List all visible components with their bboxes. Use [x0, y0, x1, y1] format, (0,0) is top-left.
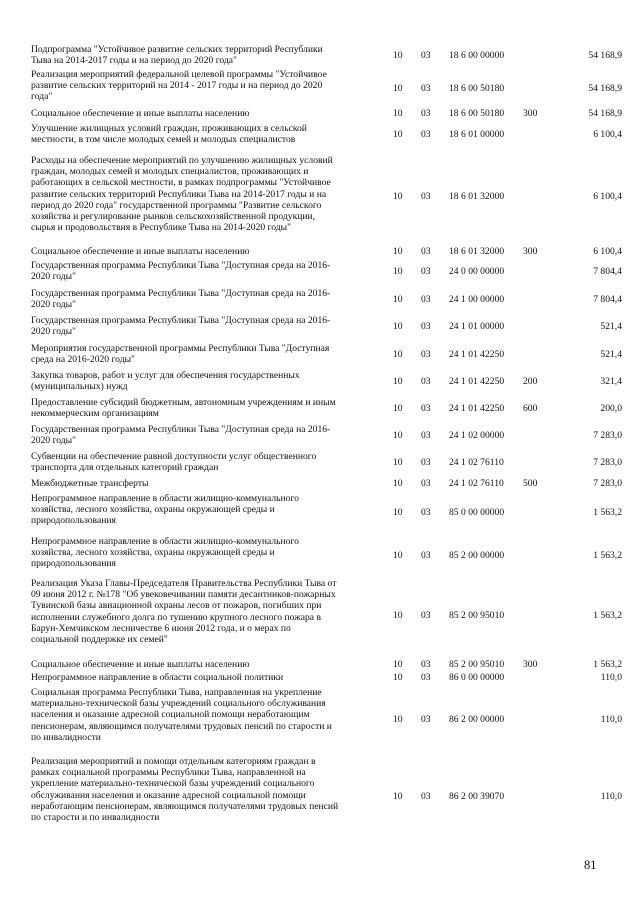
section-code: 10 — [393, 376, 403, 387]
row-description: Непрограммное направление в области жилищно-коммунального хозяйства, лесного хозяйства, охраны окружающей среды и природопользования — [31, 493, 299, 527]
amount: 521,4 — [600, 349, 622, 360]
subsection-code: 03 — [421, 672, 431, 683]
amount: 1 563,2 — [593, 507, 622, 518]
row-description: Непрограммное направление в области жилищно-коммунального хозяйства, лесного хозяйства, охраны окружающей среды и природопользования — [31, 536, 299, 570]
target-article-code: 24 1 02 76110 — [449, 457, 504, 468]
subsection-code: 03 — [421, 610, 431, 621]
target-article-code: 18 6 00 50180 — [449, 108, 505, 119]
amount: 321,4 — [600, 376, 622, 387]
row-description: Непрограммное направление в области социальной политики — [31, 672, 284, 683]
row-description: Подпрограмма "Устойчивое развитие сельских территорий Республики Тыва на 2014-2017 годы и на период до 2020 года" — [31, 44, 323, 67]
amount: 521,4 — [600, 321, 622, 332]
section-code: 10 — [393, 349, 403, 360]
amount: 1 563,2 — [593, 610, 622, 621]
target-article-code: 24 1 01 00000 — [449, 321, 505, 332]
target-article-code: 24 1 00 00000 — [449, 294, 505, 305]
subsection-code: 03 — [421, 108, 431, 119]
subsection-code: 03 — [421, 714, 431, 725]
target-article-code: 24 1 01 42250 — [449, 403, 505, 414]
amount: 6 100,4 — [593, 246, 622, 257]
amount: 6 100,4 — [593, 191, 622, 202]
expense-type-code: 500 — [523, 478, 538, 489]
row-description: Мероприятия государственной программы Республики Тыва "Доступная среда на 2016-2020 годы" — [31, 343, 330, 366]
subsection-code: 03 — [421, 191, 431, 202]
section-code: 10 — [393, 550, 403, 561]
amount: 110,0 — [600, 714, 622, 725]
expense-type-code: 600 — [523, 403, 538, 414]
subsection-code: 03 — [421, 659, 431, 670]
subsection-code: 03 — [421, 457, 431, 468]
page-number: 81 — [584, 858, 597, 872]
subsection-code: 03 — [421, 129, 431, 140]
section-code: 10 — [393, 672, 403, 683]
row-description: Социальная программа Республики Тыва, направленная на укрепление материально-технической базы учреждений социального обслуживания населения и оказание адресной социальной помощи неработающим пенсионерам, являющимся получателями трудовых пенсий по старости и по инвалидности — [31, 687, 332, 743]
row-description: Реализация мероприятий федеральной целевой программы "Устойчивое развитие сельских территорий на 2014 - 2017 годы и на период до 2020 года" — [31, 69, 327, 103]
row-description: Государственная программа Республики Тыва "Доступная среда на 2016- 2020 годы" — [31, 424, 331, 447]
row-description: Социальное обеспечение и иные выплаты населению — [31, 108, 250, 119]
section-code: 10 — [393, 791, 403, 802]
row-description: Расходы на обеспечение мероприятий по улучшению жилищных условий граждан, молодых семей и молодых специалистов, проживающих и работающих в сельской местности, в рамках подпрограммы "Устойчивое развитие сельских территорий Республики Тыва на 2014-2017 годы и на период до 2020 года" государственной программы "Развитие сельского хозяйства и регулирование рынков сельскохозяйственной продукции, сырья и продовольствия в Республике Тыва на 2014-2020 годы" — [31, 155, 333, 234]
target-article-code: 24 1 01 42250 — [449, 349, 505, 360]
expense-type-code: 300 — [523, 659, 538, 670]
target-article-code: 24 0 00 00000 — [449, 266, 505, 277]
subsection-code: 03 — [421, 550, 431, 561]
expense-type-code: 200 — [523, 376, 538, 387]
target-article-code: 24 1 02 76110 — [449, 478, 504, 489]
subsection-code: 03 — [421, 376, 431, 387]
target-article-code: 86 2 00 39070 — [449, 791, 505, 802]
section-code: 10 — [393, 478, 403, 489]
section-code: 10 — [393, 294, 403, 305]
amount: 54 168,9 — [588, 83, 622, 94]
target-article-code: 85 2 00 95010 — [449, 659, 505, 670]
row-description: Государственная программа Республики Тыва "Доступная среда на 2016- 2020 годы" — [31, 315, 331, 338]
subsection-code: 03 — [421, 246, 431, 257]
target-article-code: 18 6 01 00000 — [449, 129, 505, 140]
target-article-code: 18 6 00 50180 — [449, 83, 505, 94]
target-article-code: 86 0 00 00000 — [449, 672, 505, 683]
target-article-code: 18 6 01 32000 — [449, 191, 505, 202]
row-description: Предоставление субсидий бюджетным, автономным учреждениям и иным некоммерческим организациям — [31, 397, 336, 420]
section-code: 10 — [393, 246, 403, 257]
target-article-code: 24 1 02 00000 — [449, 430, 505, 441]
target-article-code: 85 2 00 95010 — [449, 610, 505, 621]
target-article-code: 85 0 00 00000 — [449, 507, 505, 518]
amount: 54 168,9 — [588, 50, 622, 61]
row-description: Реализация Указа Главы-Председателя Правительства Республики Тыва от 09 июня 2012 г. №178 "Об увековечивании памяти десантников-пожарных Тувинской базы авиационной охраны лесов от пожаров, погибших при исполнении служебного долга по тушению крупного лесного пожара в Барун-Хемчикском лесничестве 6 июня 2012 года, и о мерах по социальной поддержке их семей" — [31, 578, 337, 646]
section-code: 10 — [393, 610, 403, 621]
subsection-code: 03 — [421, 266, 431, 277]
section-code: 10 — [393, 430, 403, 441]
row-description: Реализация мероприятий и помощи отдельным категориям граждан в рамках социальной программы Республики Тыва, направленной на укрепление материально-технической базы учреждений социального обслуживания населения и оказание адресной социальной помощи неработающим пенсионерам, являющимся получателями трудовых пенсий по старости и по инвалидности — [31, 756, 339, 824]
amount: 110,0 — [600, 791, 622, 802]
row-description: Межбюджетные трансферты — [31, 478, 149, 489]
amount: 110,0 — [600, 672, 622, 683]
subsection-code: 03 — [421, 478, 431, 489]
target-article-code: 85 2 00 00000 — [449, 550, 505, 561]
target-article-code: 24 1 01 42250 — [449, 376, 505, 387]
amount: 200,0 — [600, 403, 622, 414]
expense-type-code: 300 — [523, 108, 538, 119]
section-code: 10 — [393, 403, 403, 414]
section-code: 10 — [393, 714, 403, 725]
amount: 54 168,9 — [588, 108, 622, 119]
amount: 7 283,0 — [593, 430, 622, 441]
row-description: Социальное обеспечение и иные выплаты населению — [31, 659, 250, 670]
row-description: Государственная программа Республики Тыва "Доступная среда на 2016- 2020 годы" — [31, 288, 331, 311]
subsection-code: 03 — [421, 83, 431, 94]
subsection-code: 03 — [421, 791, 431, 802]
row-description: Субвенции на обеспечение равной доступности услуг общественного транспорта для отдельных категорий граждан — [31, 451, 317, 474]
row-description: Государственная программа Республики Тыва "Доступная среда на 2016- 2020 годы" — [31, 260, 331, 283]
row-description: Улучшение жилищных условий граждан, проживающих в сельской местности, в том числе молодых семей и молодых специалистов — [31, 123, 307, 146]
section-code: 10 — [393, 191, 403, 202]
subsection-code: 03 — [421, 430, 431, 441]
section-code: 10 — [393, 50, 403, 61]
section-code: 10 — [393, 457, 403, 468]
subsection-code: 03 — [421, 294, 431, 305]
amount: 7 804,4 — [593, 266, 622, 277]
expense-type-code: 300 — [523, 246, 538, 257]
amount: 7 804,4 — [593, 294, 622, 305]
section-code: 10 — [393, 507, 403, 518]
row-description: Социальное обеспечение и иные выплаты населению — [31, 246, 250, 257]
subsection-code: 03 — [421, 507, 431, 518]
amount: 1 563,2 — [593, 550, 622, 561]
section-code: 10 — [393, 266, 403, 277]
target-article-code: 18 6 01 32000 — [449, 246, 505, 257]
section-code: 10 — [393, 83, 403, 94]
row-description: Закупка товаров, работ и услуг для обеспечения государственных (муниципальных) нужд — [31, 370, 300, 393]
amount: 1 563,2 — [593, 659, 622, 670]
subsection-code: 03 — [421, 349, 431, 360]
section-code: 10 — [393, 321, 403, 332]
target-article-code: 18 6 00 00000 — [449, 50, 505, 61]
subsection-code: 03 — [421, 50, 431, 61]
amount: 6 100,4 — [593, 129, 622, 140]
target-article-code: 86 2 00 00000 — [449, 714, 505, 725]
section-code: 10 — [393, 129, 403, 140]
section-code: 10 — [393, 659, 403, 670]
amount: 7 283,0 — [593, 478, 622, 489]
section-code: 10 — [393, 108, 403, 119]
subsection-code: 03 — [421, 321, 431, 332]
subsection-code: 03 — [421, 403, 431, 414]
amount: 7 283,0 — [593, 457, 622, 468]
